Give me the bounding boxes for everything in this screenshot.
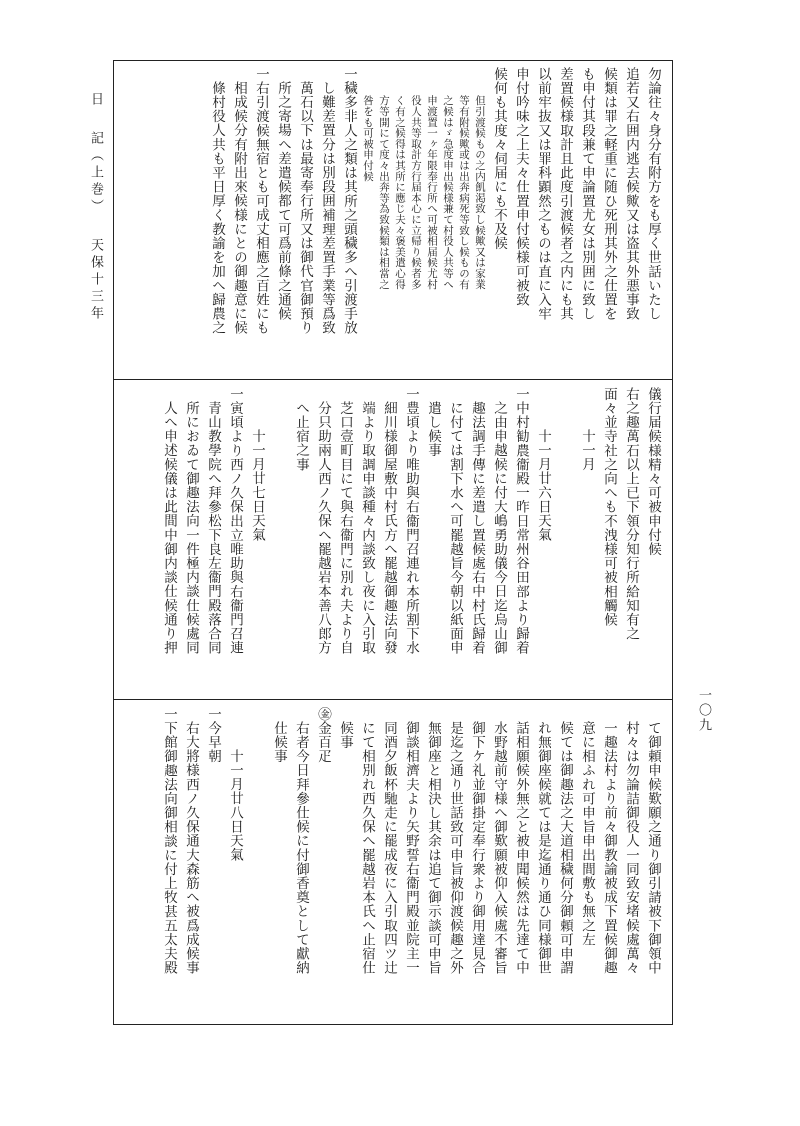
text-column: 意に相ふれ可申旨申出間敷も無之左 <box>579 721 595 947</box>
text-column: も申付其段兼て申論置尤女は別囲に致し <box>579 67 595 321</box>
text-column: にて相別れ西久保へ罷越岩本氏へ止宿仕 <box>359 721 375 975</box>
text-column: 但引渡候もの之内飢渇致し候歟又は家業 <box>474 95 486 290</box>
text-column: 十一月廿六日天氣 <box>535 429 551 542</box>
text-column: 御談相濟夫より矢野誓右衞門殿並院主一 <box>403 721 419 975</box>
text-column: 候類は罪之軽重に随ひ死刑其外之仕置を <box>601 67 617 321</box>
text-column: 遣し候事 <box>425 401 441 458</box>
text-column: 以前牢抜又は罪科顕然之ものは直に入牢 <box>535 67 551 321</box>
text-column: 之由申越候に付大嶋勇助儀今日迄烏山御 <box>491 401 507 655</box>
text-column: 仕候事 <box>271 721 287 764</box>
text-column: 咎をも可被申付候 <box>362 95 374 182</box>
page-number: 一〇九 <box>696 688 711 733</box>
header-book: 日 <box>88 92 103 109</box>
text-column: 分只助兩人西ノ久保へ罷越岩本善八郎方 <box>315 401 331 655</box>
text-column: 村々は勿論詰御役人一同致安堵候處萬々 <box>623 721 639 975</box>
text-column: 右大將様西ノ久保通大森筋へ被爲成候事 <box>183 721 199 975</box>
text-column: 十一月廿七日天氣 <box>249 429 265 542</box>
text-column: 候事 <box>337 721 353 750</box>
text-column: 一趣法村より前々御教諭被成下置候御趣 <box>601 721 617 975</box>
text-column: 無御座と相決し其余は追て御示談可申旨 <box>425 721 441 975</box>
text-column: 等有附候歟或は出奔病死等致し候もの有 <box>458 95 470 290</box>
text-column: 方等開にて度々出奔等為致候類は相當之 <box>378 95 390 290</box>
text-column: 一豊頃より唯助與右衞門召連れ本所割下水 <box>403 387 419 655</box>
text-column: 一寅頃より西ノ久保出立唯助與右衞門召連 <box>227 387 243 655</box>
text-column: 一今早朝 <box>205 707 221 764</box>
text-column: 所之寄場へ差遣候都て可爲前條之通候 <box>275 81 291 321</box>
text-column: 一下館御趣法向御相談に付上牧甚五太夫殿 <box>161 707 177 975</box>
text-column: に付ては割下水へ可罷越旨今朝以紙面申 <box>447 401 463 655</box>
text-column: 面々並寺社之向へも不洩様可被相觸候 <box>601 387 617 627</box>
tier-divider <box>114 699 672 700</box>
running-header <box>86 92 105 337</box>
text-column: 芝口壹町目にて與右衞門に別れ夫より自 <box>337 401 353 655</box>
text-column: 趣法調手傳に差遣し置候處右中村氏歸着 <box>469 401 485 655</box>
text-column: 候何も其度々伺届にも不及候 <box>491 67 507 251</box>
text-column: 端より取調申談種々内談致し夜に入引取 <box>359 401 375 655</box>
text-column: 之候はゞ急度申出候様兼て村役人共等へ <box>442 95 454 290</box>
text-column: 一穢多非人之類は其所之頭穢多へ引渡手放 <box>341 67 357 335</box>
text-column: 相成候分有附出來候様にとの御趣意に候 <box>231 81 247 335</box>
text-column: 申渡置一ヶ年限奉行所へ可被相届候尤村 <box>426 95 438 290</box>
text-column: し難差置分は別段囲補理差置手業等爲致 <box>319 81 335 335</box>
header-title: 記（上巻） <box>88 131 103 217</box>
text-column: 話相願候外無之と被申聞候然は先達て中 <box>513 721 529 975</box>
text-column: ㊎金百疋 <box>315 707 331 764</box>
text-column: 青山教學院へ拜參松下良左衞門殿落合同 <box>205 401 221 655</box>
text-column: れ無御座候就ては是迄通り通ひ同様御世 <box>535 721 551 975</box>
text-column: 儀行届候様精々可被申付候 <box>645 387 661 557</box>
text-column: 條村役人共も平日厚く教諭を加へ歸農之 <box>209 81 225 335</box>
text-column: 申付吟味之上夫々仕置申付候様可被致 <box>513 67 529 307</box>
tier-top <box>114 61 672 377</box>
text-column: 一中村勧農衞殿一昨日常州谷田部より歸着 <box>513 387 529 655</box>
text-column: 追若又右囲内逃去候歟又は盗其外悪事致 <box>623 67 639 321</box>
text-column: く有之候得は其所に應じ夫々褒美遣心得 <box>394 95 406 290</box>
text-column: 御下ケ礼並御掛定奉行衆より御用達見合 <box>469 721 485 975</box>
text-column: 右者今日拜參仕候に付御香奠として獻納 <box>293 721 309 975</box>
text-column: 一右引渡候無宿とも可成丈相應之百姓にも <box>253 67 269 335</box>
text-column: 人へ申述候儀は此間中御内談仕候通り押 <box>161 401 177 655</box>
text-column: 右之趣萬石以上已下領分知行所給知有之 <box>623 387 639 641</box>
text-column: へ止宿之事 <box>293 401 309 472</box>
text-column: 細川様御屋敷中村氏方へ罷越御趣法向發 <box>381 401 397 655</box>
text-column: 所におゐて御趣法向一件極内談仕候處同 <box>183 401 199 655</box>
text-column: 勿論往々身分有附方をも厚く世話いたし <box>645 67 661 321</box>
text-column: て御頼申候歎願之通り御引請被下御領中 <box>645 721 661 975</box>
tier-middle <box>114 381 672 697</box>
header-era: 天保十三年 <box>88 238 103 324</box>
text-column: 差置候様取計且此度引渡候者之内にも其 <box>557 67 573 321</box>
text-column: 是迄之通り世話致可申旨被仰渡候趣之外 <box>447 721 463 975</box>
text-column: 水野越前守様へ御歎願被仰入候處不審旨 <box>491 721 507 975</box>
text-frame <box>113 60 673 1025</box>
text-column: 候ては御趣法之大道相穢何分御頼可申謂 <box>557 721 573 975</box>
text-column: 役人共等取計方行届本心に立帰り候者多 <box>410 95 422 290</box>
text-column: 十一月廿八日天氣 <box>227 749 243 862</box>
text-column: 十一月 <box>579 429 595 472</box>
tier-bottom <box>114 701 672 1017</box>
tier-divider <box>114 379 672 380</box>
text-column: 萬石以下は最寄奉行所又は御代官御預り <box>297 81 313 335</box>
text-column: 同酒夕飯杯馳走に罷成夜に入引取四ツ辻 <box>381 721 397 975</box>
